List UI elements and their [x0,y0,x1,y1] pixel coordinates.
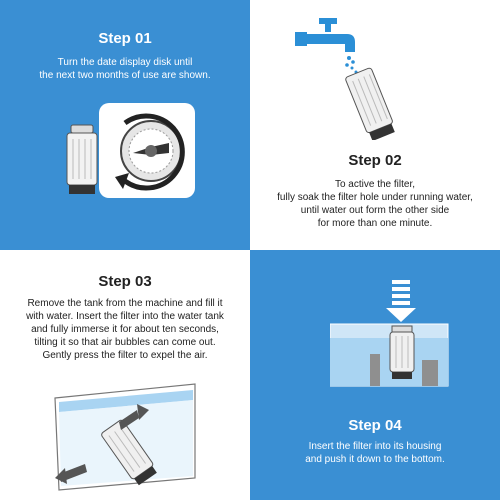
step-03-illustration [45,380,205,495]
step-03-title: Step 03 [98,273,152,290]
step-01-illustration [55,103,195,198]
step-04-title: Step 04 [348,417,402,434]
water-drops-icon [345,56,357,74]
step-04-description: Insert the filter into its housing and push it down to the bottom. [305,441,445,465]
step-04-panel [250,250,500,500]
step-02-title: Step 02 [348,152,402,169]
faucet-icon [295,18,355,52]
filter-cartridge-icon [67,125,97,194]
step-04-illustration [330,280,450,390]
step-01-description: Turn the date display disk until the next two months of use are shown. [39,57,211,81]
step-02-description: To active the filter, fully soak the filter hole under running water, until water out form the other side for more than one minute. [277,179,473,229]
step-01-title: Step 01 [98,30,152,47]
step-01-panel [0,0,250,250]
push-down-arrow-icon [386,280,416,322]
step-03-description: Remove the tank from the machine and fill it with water. Insert the filter into the water tank and fully immerse it for about ten seconds, tilting it so that air bubbles can come out. Gently press the filter to expel the air. [26,298,224,361]
filter-cartridge-icon [345,67,397,140]
step-03-panel [0,250,250,500]
step-02-illustration [295,10,445,140]
filter-cartridge-icon [390,326,414,379]
step-02-panel [250,0,500,250]
water-tank-icon [330,324,448,386]
